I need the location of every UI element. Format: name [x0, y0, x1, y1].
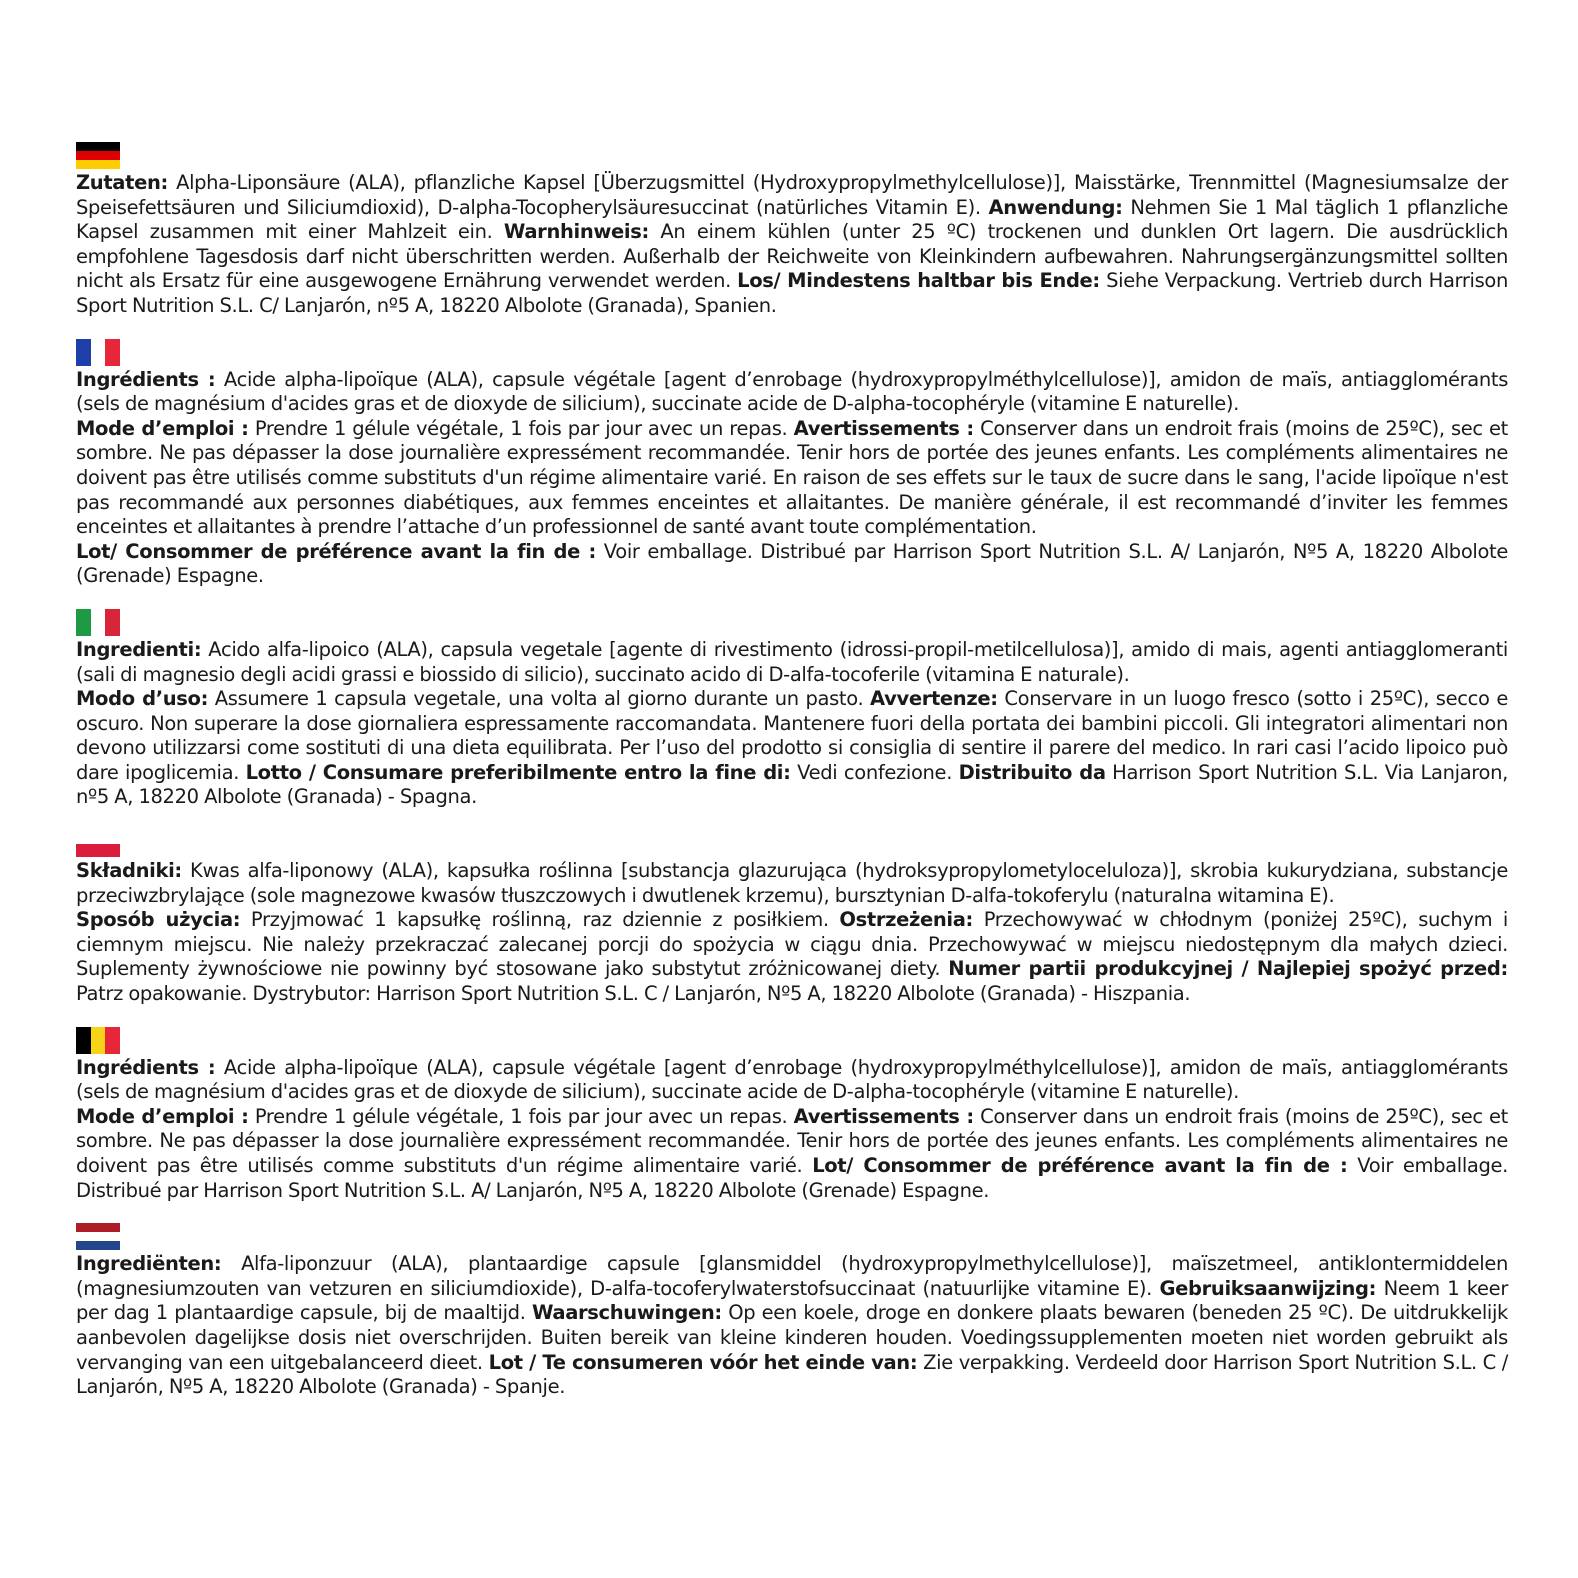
- flag-band: [76, 1241, 120, 1250]
- body-text: Harrison Sport Nutrition S.L. Via Lanjaron, nº5 A, 18220 Albolote (Granada) - Spagna.: [76, 760, 1508, 809]
- flag-band: [76, 844, 120, 858]
- body-text: Siehe Verpackung. Vertrieb durch Harrison Sport Nutrition S.L. C/ Lanjarón, nº5 A, 18220 Albolote (Granada), Spanien.: [76, 269, 1508, 317]
- label-section-nl: [76, 1223, 1508, 1400]
- section-heading: Mode d’emploi :: [76, 1104, 249, 1128]
- section-heading: Lot/ Consommer de préférence avant la fin de :: [812, 1154, 1348, 1177]
- section-heading: Składniki:: [76, 859, 182, 883]
- label-paragraph: [76, 171, 1508, 319]
- section-heading: Ostrzeżenia:: [839, 908, 974, 932]
- flag-band: [76, 142, 120, 151]
- section-heading: Mode d’emploi :: [76, 416, 249, 440]
- section-heading: Warnhinweis:: [503, 220, 649, 244]
- label-paragraph: [76, 638, 1508, 687]
- body-text: Neem 1 keer per dag 1 plantaardige capsule, bij de maaltijd.: [76, 1276, 1508, 1325]
- body-text: Op een koele, droge en donkere plaats bewaren (beneden 25 ºC). De uitdrukkelijk aanbevolen dagelijkse dosis niet overschrijden. Buiten bereik van kleine kinderen houden. Voedingssupplementen moeten niet worden gebruikt als vervanging van een uitgebalanceerd dieet.: [76, 1301, 1509, 1374]
- label-paragraph: [76, 908, 1508, 1006]
- flag-band: [76, 609, 91, 636]
- body-text: Vedi confezione.: [790, 760, 959, 784]
- flag-it-icon: [76, 609, 120, 636]
- flag-de-icon: [76, 142, 120, 169]
- body-text: Conservare in un luogo fresco (sotto i 25ºC), secco e oscuro. Non superare la dose giornaliera espressamente raccomandata. Mantenere fuori della portata dei bambini piccoli. Gli integratori alimentari non devono utilizzarsi come sostituti di una dieta equilibrata. Per l’uso del prodotto si consiglia di sentire il parere del medico. In rari casi l’acido lipoico può dare ipoglicemia.: [76, 687, 1508, 784]
- label-text-be: [76, 1056, 1508, 1204]
- flag-band: [76, 1232, 120, 1241]
- body-text: Acide alpha-lipoïque (ALA), capsule végétale [agent d’enrobage (hydroxypropylméthylcellulose)], amidon de maïs, antiagglomérants (sels de magnésium d'acides gras et de dioxyde de silicium), succinate acide de D-alpha-tocophéryle (vitamine E naturelle).: [76, 1055, 1509, 1104]
- section-heading: Ingredienti:: [76, 637, 202, 661]
- section-heading: Lot/ Consommer de préférence avant la fin de :: [76, 539, 596, 563]
- label-paragraph: [76, 417, 1508, 540]
- section-heading: Gebruiksaanwijzing:: [1159, 1276, 1377, 1300]
- flag-band: [105, 1027, 120, 1054]
- section-heading: Los/ Mindestens haltbar bis Ende:: [737, 269, 1100, 293]
- label-section-fr: [76, 339, 1508, 589]
- body-text: Przyjmować 1 kapsułkę roślinną, raz dziennie z posiłkiem.: [240, 908, 840, 932]
- section-heading: Ingrediënten:: [76, 1252, 222, 1276]
- body-text: Conserver dans un endroit frais (moins de 25ºC), sec et sombre. Ne pas dépasser la dose journalière expressément recommandée. Tenir hors de portée des jeunes enfants. Les compléments alimentaires ne doivent pas être utilisés comme substituts d'un régime alimentaire varié. En raison de ses effets sur le taux de sucre dans le sang, l'acide lipoïque n'est pas recommandé aux personnes diabétiques, aux femmes enceintes et allaitantes. De manière générale, il est recommandé d’inviter les femmes enceintes et allaitantes à prendre l’attache d’un professionnel de santé avant toute complémentation.: [76, 416, 1508, 539]
- section-heading: Anwendung:: [988, 195, 1123, 219]
- label-section-it: [76, 609, 1508, 810]
- label-paragraph: [76, 1252, 1508, 1400]
- label-paragraph: [76, 1056, 1508, 1105]
- section-heading: Distribuito da: [958, 760, 1106, 784]
- flag-band: [91, 1027, 106, 1054]
- label-paragraph: [76, 859, 1508, 908]
- flag-band: [91, 339, 106, 366]
- label-section-pl: [76, 830, 1508, 1007]
- flag-band: [76, 339, 91, 366]
- flag-nl-icon: [76, 1223, 120, 1250]
- flag-band: [76, 151, 120, 160]
- section-heading: Avertissements :: [793, 416, 974, 440]
- flag-band: [105, 339, 120, 366]
- body-text: Alpha-Liponsäure (ALA), pflanzliche Kapsel [Überzugsmittel (Hydroxypropylmethylcellulose)], Maisstärke, Trennmittel (Magnesiumsalze der Speisefettsäuren und Siliciumdioxid), D-alpha-Tocopherylsäuresuccinat (natürliches Vitamin E).: [76, 171, 1508, 219]
- body-text: Conserver dans un endroit frais (moins de 25ºC), sec et sombre. Ne pas dépasser la dose journalière expressément recommandée. Tenir hors de portée des jeunes enfants. Les compléments alimentaires ne doivent pas être utilisés comme substituts d'un régime alimentaire varié.: [76, 1104, 1508, 1177]
- section-heading: Ingrédients :: [76, 367, 216, 391]
- body-text: Prendre 1 gélule végétale, 1 fois par jour avec un repas.: [248, 1104, 794, 1128]
- body-text: Patrz opakowanie. Dystrybutor: Harrison Sport Nutrition S.L. C / Lanjarón, Nº5 A, 18220 Albolote (Granada) - Hiszpania.: [76, 982, 1191, 1006]
- body-text: Kwas alfa-liponowy (ALA), kapsułka roślinna [substancja glazurująca (hydroksypropylometyloceluloza)], skrobia kukurydziana, substancje przeciwzbrylające (sole magnezowe kwasów tłuszczowych i dwutlenek krzemu), bursztynian D-alfa-tokoferylu (naturalna witamina E).: [76, 859, 1508, 907]
- section-heading: Sposób użycia:: [76, 908, 241, 932]
- flag-fr-icon: [76, 339, 120, 366]
- label-text-de: [76, 171, 1508, 319]
- body-text: Voir emballage. Distribué par Harrison Sport Nutrition S.L. A/ Lanjarón, Nº5 A, 18220 Albolote (Grenade) Espagne.: [76, 539, 1508, 588]
- flag-band: [76, 160, 120, 169]
- body-text: Nehmen Sie 1 Mal täglich 1 pflanzliche Kapsel zusammen mit einer Mahlzeit ein.: [76, 195, 1508, 244]
- section-heading: Numer partii produkcyjnej / Najlepiej spożyć przed:: [948, 957, 1508, 981]
- section-heading: Modo d’uso:: [76, 687, 209, 711]
- section-heading: Avvertenze:: [870, 687, 998, 711]
- flag-be-icon: [76, 1027, 120, 1054]
- label-section-de: [76, 142, 1508, 319]
- body-text: Acide alpha-lipoïque (ALA), capsule végétale [agent d’enrobage (hydroxypropylméthylcellulose)], amidon de maïs, antiagglomérants (sels de magnésium d'acides gras et de dioxyde de silicium), succinate acide de D-alpha-tocophéryle (vitamine E naturelle).: [76, 367, 1509, 416]
- label-section-be: [76, 1027, 1508, 1204]
- section-heading: Lot / Te consumeren vóór het einde van:: [488, 1350, 918, 1374]
- flag-band: [76, 1223, 120, 1232]
- flag-pl-icon: [76, 830, 120, 857]
- body-text: Acido alfa-lipoico (ALA), capsula vegetale [agente di rivestimento (idrossi-propil-metilcellulosa)], amido di mais, agenti antiagglomeranti (sali di magnesio degli acidi grassi e biossido di silicio), succinato acido di D-alfa-tocoferile (vitamina E naturale).: [76, 637, 1508, 686]
- section-heading: Lotto / Consumare preferibilmente entro la fine di:: [245, 760, 791, 784]
- section-heading: Ingrédients :: [76, 1055, 216, 1079]
- body-text: Prendre 1 gélule végétale, 1 fois par jour avec un repas.: [248, 416, 794, 440]
- label-text-fr: [76, 368, 1508, 589]
- product-label-document: [76, 142, 1508, 1420]
- label-text-pl: [76, 859, 1508, 1007]
- section-heading: Zutaten:: [76, 171, 168, 194]
- flag-band: [105, 609, 120, 636]
- section-heading: Avertissements :: [793, 1104, 974, 1128]
- flag-band: [76, 1027, 91, 1054]
- label-paragraph: [76, 368, 1508, 417]
- label-text-it: [76, 638, 1508, 810]
- body-text: An einem kühlen (unter 25 ºC) trockenen und dunklen Ort lagern. Die ausdrücklich empfohlene Tagesdosis darf nicht überschritten werden. Außerhalb der Reichweite von Kleinkindern aufbewahren. Nahrungsergänzungsmittel sollten nicht als Ersatz für eine ausgewogene Ernährung verwendet werden.: [76, 220, 1508, 293]
- body-text: Zie verpakking. Verdeeld door Harrison Sport Nutrition S.L. C / Lanjarón, Nº5 A, 18220 Albolote (Granada) - Spanje.: [76, 1350, 1508, 1399]
- section-heading: Waarschuwingen:: [531, 1301, 722, 1325]
- label-paragraph: [76, 540, 1508, 589]
- label-text-nl: [76, 1252, 1508, 1400]
- body-text: Voir emballage. Distribué par Harrison Sport Nutrition S.L. A/ Lanjarón, Nº5 A, 18220 Albolote (Grenade) Espagne.: [76, 1154, 1509, 1202]
- body-text: Alfa-liponzuur (ALA), plantaardige capsule [glansmiddel (hydroxypropylmethylcellulose)], maïszetmeel, antiklontermiddelen (magnesiumzouten van vetzuren en siliciumdioxide), D-alfa-tocoferylwaterstofsuccinaat (natuurlijke vitamine E).: [76, 1252, 1508, 1300]
- body-text: Przechowywać w chłodnym (poniżej 25ºC), suchym i ciemnym miejscu. Nie należy przekraczać zalecanej porcji do spożycia w ciągu dnia. Przechowywać w miejscu niedostępnym dla małych dzieci. Suplementy żywnościowe nie powinny być stosowane jako substytut zróżnicowanej diety.: [76, 908, 1508, 981]
- label-paragraph: [76, 1105, 1508, 1203]
- flag-band: [91, 609, 106, 636]
- flag-band: [76, 830, 120, 844]
- body-text: Assumere 1 capsula vegetale, una volta al giorno durante un pasto.: [208, 687, 871, 711]
- label-paragraph: [76, 687, 1508, 810]
